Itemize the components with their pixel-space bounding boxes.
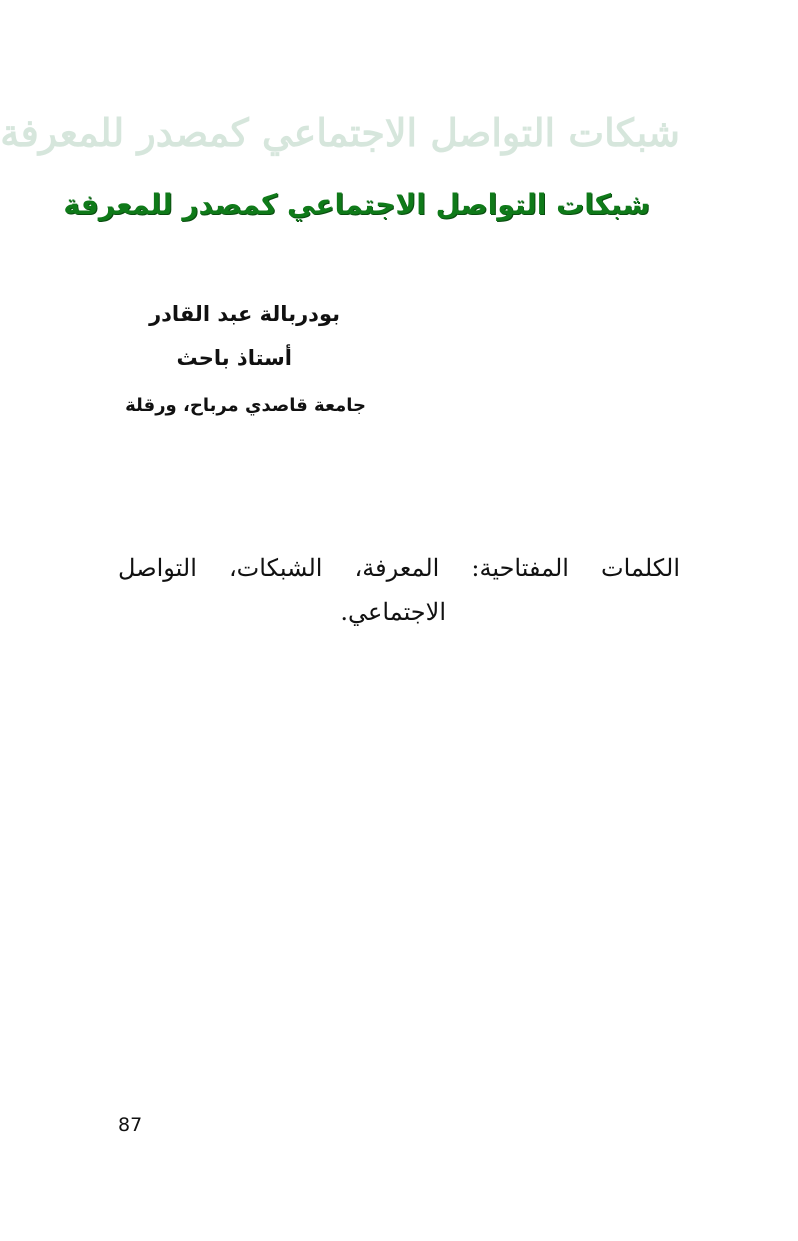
author-affiliation: جامعة قاصدي مرباح، ورقلة	[125, 395, 366, 416]
keyword-word: الشبكات،	[228, 554, 323, 582]
keyword-word: المفتاحية:	[471, 554, 569, 582]
keywords-paragraph	[118, 546, 680, 634]
author-name: بودربالة عبد القادر	[149, 302, 340, 326]
keyword-word: التواصل	[118, 554, 197, 582]
page-number: 87	[118, 1114, 143, 1136]
keyword-word: الكلمات	[601, 554, 680, 582]
title-watermark: شبكات التواصل الاجتماعي كمصدر للمعرفة	[0, 110, 680, 155]
keyword-word: المعرفة،	[354, 554, 440, 582]
keywords-line-2: الاجتماعي.	[340, 598, 446, 626]
author-role: أستاذ باحث	[176, 346, 292, 370]
page-title: شبكات التواصل الاجتماعي كمصدر للمعرفة	[63, 188, 650, 221]
keywords-line-1	[118, 546, 680, 590]
